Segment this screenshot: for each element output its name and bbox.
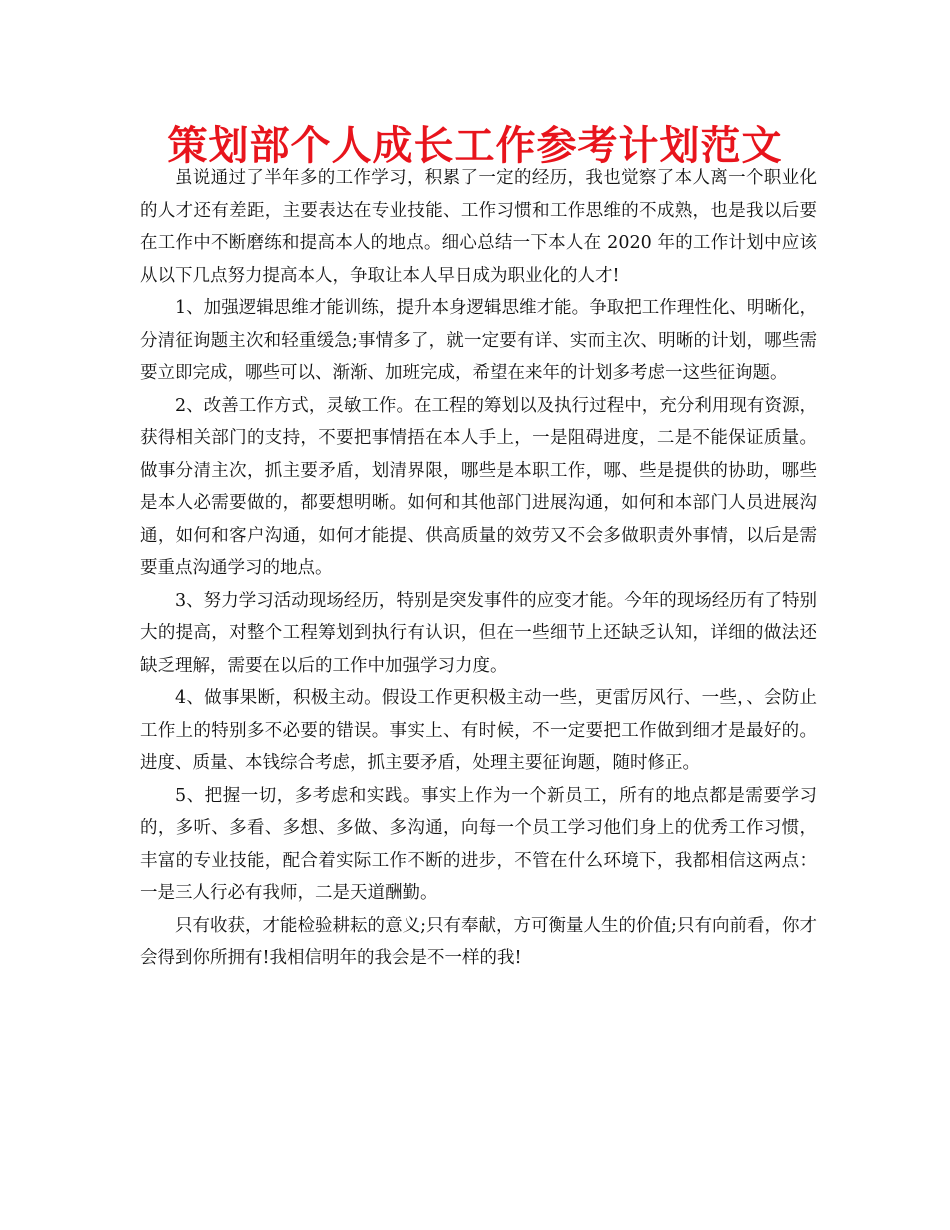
paragraph-item-4: 4、做事果断，积极主动。假设工作更积极主动一些，更雷厉风行、一些，、会防止工作上的特别多不必要的错误。事实上、有时候，不一定要把工作做到细才是最好的。进度、质量、本钱综合考虑，抓主要矛盾，处理主要征询题，随时修正。 — [140, 688, 817, 773]
document-title: 策划部个人成长工作参考计划范文 — [167, 123, 783, 169]
document-body — [140, 162, 817, 975]
paragraph-item-3: 3、努力学习活动现场经历，特别是突发事件的应变才能。今年的现场经历有了特别大的提高，对整个工程筹划到执行有认识，但在一些细节上还缺乏认知，详细的做法还缺乏理解，需要在以后的工作中加强学习力度。 — [140, 590, 817, 676]
paragraph-conclusion: 只有收获，才能检验耕耘的意义;只有奉献，方可衡量人生的价值;只有向前看，你才会得到你所拥有!我相信明年的我会是不一样的我! — [140, 915, 817, 968]
paragraph-item-1: 1、加强逻辑思维才能训练，提升本身逻辑思维才能。争取把工作理性化、明晰化，分清征询题主次和轻重缓急;事情多了，就一定要有详、实而主次、明晰的计划，哪些需要立即完成，哪些可以、渐渐、加班完成，希望在来年的计划多考虑一这些征询题。 — [140, 298, 817, 383]
paragraph-intro: 虽说通过了半年多的工作学习，积累了一定的经历，我也觉察了本人离一个职业化的人才还有差距，主要表达在专业技能、工作习惯和工作思维的不成熟，也是我以后要在工作中不断磨练和提高本人的地点。细心总结一下本人在 2020 年的工作计划中应该从以下几点努力提高本人，争取让本人早日成为职业化的人才! — [140, 168, 817, 286]
paragraph-item-2: 2、改善工作方式，灵敏工作。在工程的筹划以及执行过程中，充分利用现有资源，获得相关部门的支持，不要把事情捂在本人手上，一是阻碍进度，二是不能保证质量。做事分清主次，抓主要矛盾，划清界限，哪些是本职工作，哪、些是提供的协助，哪些是本人必需要做的，都要想明晰。如何和其他部门进展沟通，如何和本部门人员进展沟通，如何和客户沟通，如何才能提、供高质量的效劳又不会多做职责外事情，以后是需要重点沟通学习的地点。 — [140, 395, 817, 578]
paragraph-item-5: 5、把握一切，多考虑和实践。事实上作为一个新员工，所有的地点都是需要学习的，多听、多看、多想、多做、多沟通，向每一个员工学习他们身上的优秀工作习惯，丰富的专业技能，配合着实际工作不断的进步，不管在什么环境下，我都相信这两点：一是三人行必有我师，二是天道酬勤。 — [140, 785, 817, 903]
